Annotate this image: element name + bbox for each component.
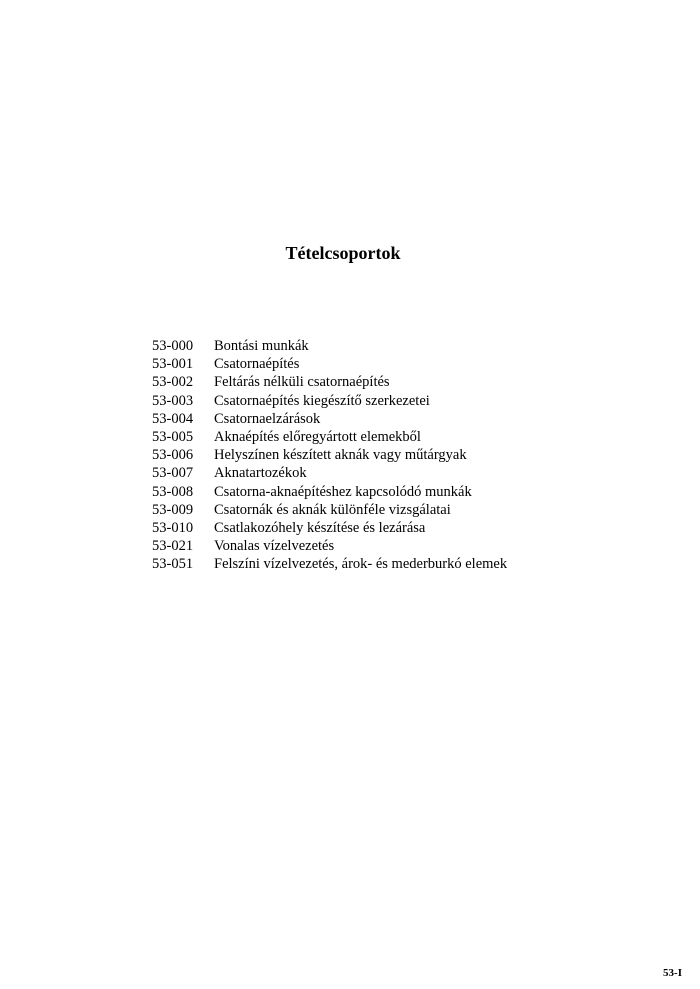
- list-item: [152, 428, 507, 446]
- item-label: Csatornaelzárások: [214, 410, 321, 427]
- list-item: [152, 446, 507, 464]
- item-label: Vonalas vízelvezetés: [214, 538, 335, 555]
- item-label: Feltárás nélküli csatornaépítés: [214, 374, 390, 391]
- list-item: [152, 537, 507, 555]
- item-label: Csatorna-aknaépítéshez kapcsolódó munkák: [214, 483, 472, 500]
- list-item: [152, 392, 507, 410]
- list-item: [152, 555, 507, 573]
- item-code: 53-005: [152, 428, 194, 445]
- item-label: Helyszínen készített aknák vagy műtárgyak: [214, 447, 467, 464]
- item-label: Csatlakozóhely készítése és lezárása: [214, 519, 426, 536]
- item-code: 53-003: [152, 392, 194, 409]
- list-item: [152, 501, 507, 519]
- item-label: Aknaépítés előregyártott elemekből: [214, 428, 421, 445]
- item-label: Csatornák és aknák különféle vizsgálatai: [214, 501, 451, 518]
- page-title: Tételcsoportok: [285, 243, 401, 263]
- item-label: Csatornaépítés: [214, 356, 300, 373]
- item-code: 53-001: [152, 356, 194, 373]
- page-number: 53-I: [663, 967, 682, 979]
- list-item: [152, 483, 507, 501]
- list-item: [152, 519, 507, 537]
- item-label: Bontási munkák: [214, 338, 309, 354]
- item-label: Csatornaépítés kiegészítő szerkezetei: [214, 392, 430, 409]
- list-item: [152, 337, 507, 355]
- item-code: 53-002: [152, 374, 194, 391]
- list-item: [152, 373, 507, 391]
- list-item: [152, 464, 507, 482]
- item-code: 53-004: [152, 410, 194, 427]
- item-code: 53-006: [152, 447, 194, 464]
- list-item: [152, 355, 507, 373]
- item-code: 53-009: [152, 501, 194, 518]
- item-group-list: [152, 337, 507, 573]
- item-label: Aknatartozékok: [214, 465, 307, 482]
- item-code: 53-021: [152, 538, 194, 555]
- item-code: 53-007: [152, 465, 194, 482]
- item-code: 53-000: [152, 338, 194, 354]
- item-label: Felszíni vízelvezetés, árok- és mederburkó elemek: [214, 556, 508, 573]
- item-code: 53-008: [152, 483, 194, 500]
- item-code: 53-010: [152, 519, 194, 536]
- list-item: [152, 410, 507, 428]
- item-code: 53-051: [152, 556, 194, 573]
